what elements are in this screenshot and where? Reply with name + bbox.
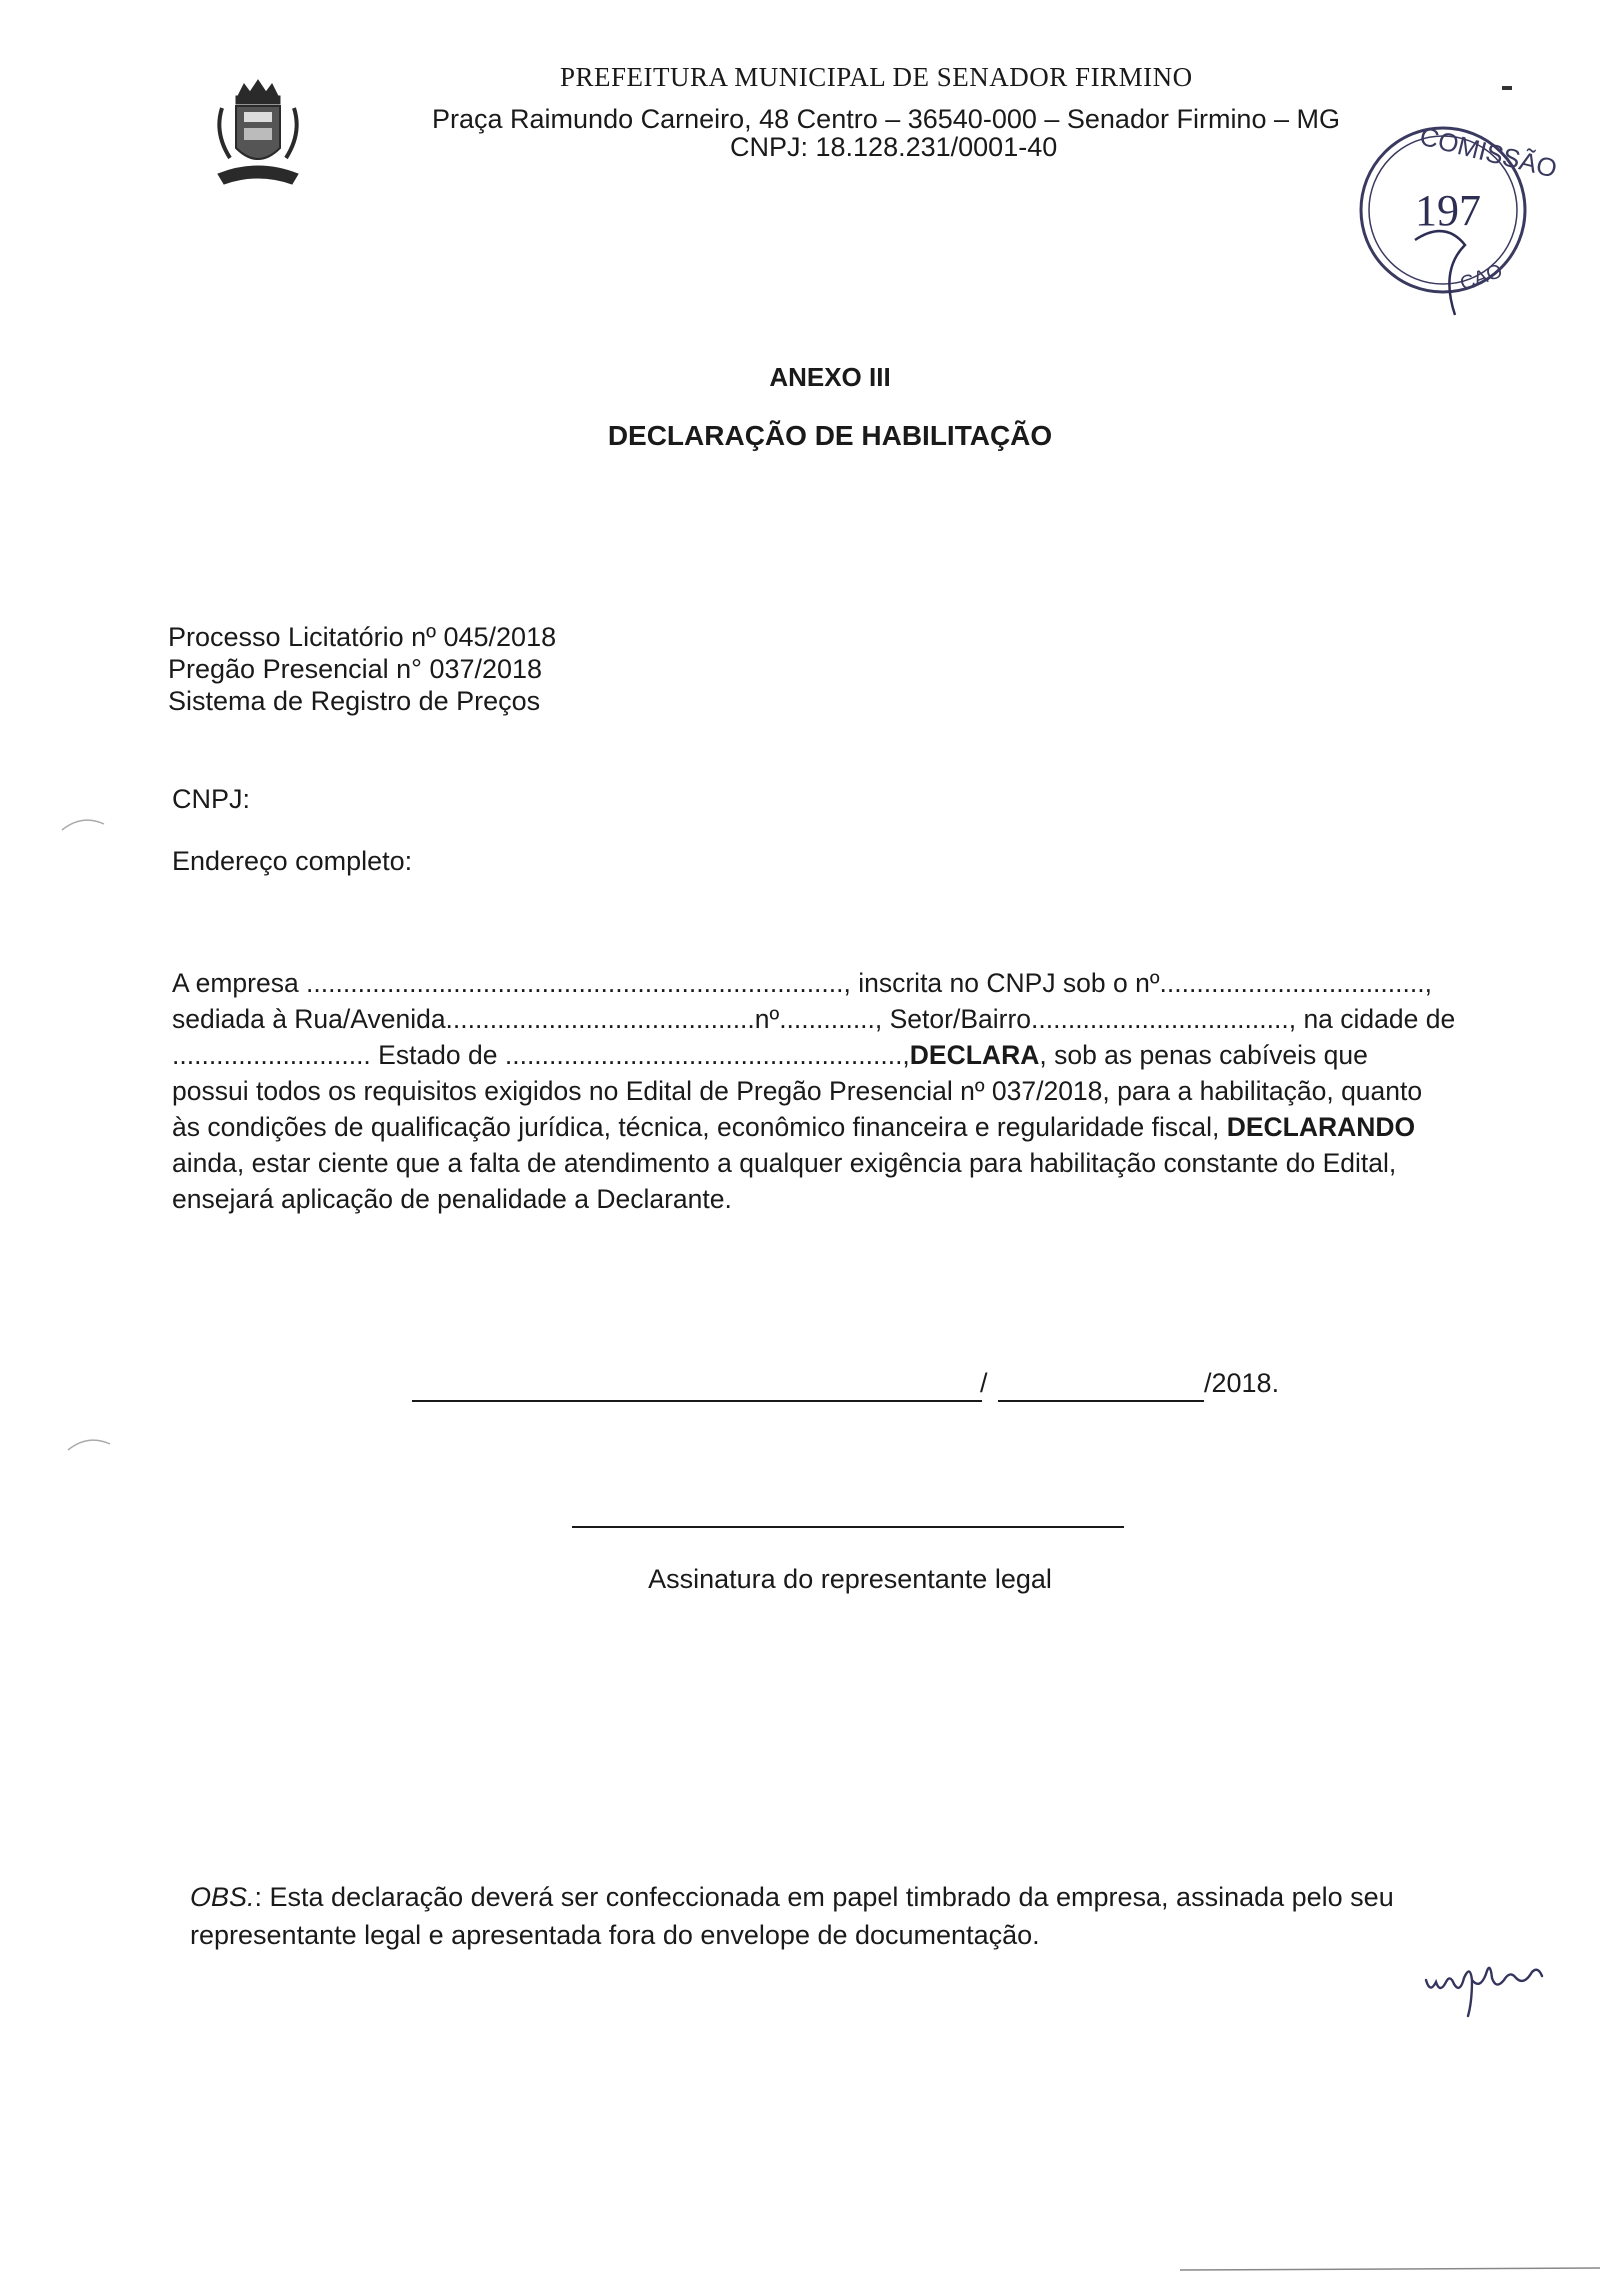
obs-text: : Esta declaração deverá ser confeccionada em papel timbrado da empresa, assinada pelo seu representante legal e apresentada fora do envelope de documentação. — [190, 1882, 1394, 1950]
scan-edge-line — [1180, 2266, 1600, 2274]
declaration-line — [172, 1109, 1510, 1145]
date-month-line — [998, 1400, 1204, 1402]
registry-system: Sistema de Registro de Preços — [168, 686, 541, 716]
declaration-segment: , sob as penas cabíveis que — [1039, 1040, 1368, 1070]
declaration-line: sediada à Rua/Avenida..........................................nº............., Setor/Bairro..................................., na cidade de — [172, 1004, 1456, 1034]
signature-label: Assinatura do representante legal — [648, 1564, 1052, 1594]
committee-stamp — [1345, 110, 1561, 325]
declaration-line — [172, 1037, 1510, 1073]
header-address: Praça Raimundo Carneiro, 48 Centro – 36540-000 – Senador Firmino – MG — [432, 104, 1340, 134]
coat-of-arms-logo — [208, 78, 308, 196]
signature-line — [572, 1526, 1124, 1528]
declaration-line: ensejará aplicação de penalidade a Declarante. — [172, 1184, 732, 1214]
stamp-page-number: 197 — [1415, 186, 1481, 235]
declarando-keyword: DECLARANDO — [1226, 1112, 1416, 1142]
annex-heading: ANEXO III — [769, 362, 891, 392]
obs-label: OBS. — [190, 1882, 255, 1912]
document-title: DECLARAÇÃO DE HABILITAÇÃO — [607, 420, 1053, 451]
declara-keyword: DECLARA — [909, 1040, 1040, 1070]
declaration-line: A empresa ........................................................................., inscrita no CNPJ sob o nº...................................., — [172, 968, 1432, 998]
declaration-segment: às condições de qualificação jurídica, técnica, econômico financeira e regularidade fiscal, — [172, 1112, 1220, 1142]
declaration-line: possui todos os requisitos exigidos no Edital de Pregão Presencial nº 037/2018, para a habilitação, quanto — [172, 1076, 1423, 1106]
pregao-number: Pregão Presencial n° 037/2018 — [168, 654, 543, 684]
stamp-bottom-text: CAO — [1457, 259, 1506, 296]
date-place-line — [412, 1400, 982, 1402]
stamp-signature-scribble — [1415, 231, 1465, 315]
declaration-segment: ........................... Estado de ......................................................, — [172, 1040, 910, 1070]
stamp-top-text: COMISSÃO — [1416, 120, 1561, 184]
date-separator: / — [980, 1368, 988, 1398]
declaration-body — [172, 965, 1510, 1217]
process-number: Processo Licitatório nº 045/2018 — [168, 622, 557, 652]
punch-hole-mark — [58, 810, 108, 834]
header-organization: PREFEITURA MUNICIPAL DE SENADOR FIRMINO — [560, 62, 1193, 92]
address-field-label: Endereço completo: — [172, 846, 413, 876]
date-year: /2018. — [1204, 1368, 1280, 1398]
header-cnpj: CNPJ: 18.128.231/0001-40 — [730, 132, 1058, 162]
handwritten-initials — [1420, 1950, 1570, 2020]
punch-hole-mark — [64, 1430, 114, 1454]
cnpj-field-label: CNPJ: — [172, 784, 251, 814]
declaration-line: ainda, estar ciente que a falta de atendimento a qualquer exigência para habilitação constante do Edital, — [172, 1148, 1397, 1178]
observation-note — [190, 1878, 1450, 1954]
scan-mark — [1500, 84, 1516, 92]
